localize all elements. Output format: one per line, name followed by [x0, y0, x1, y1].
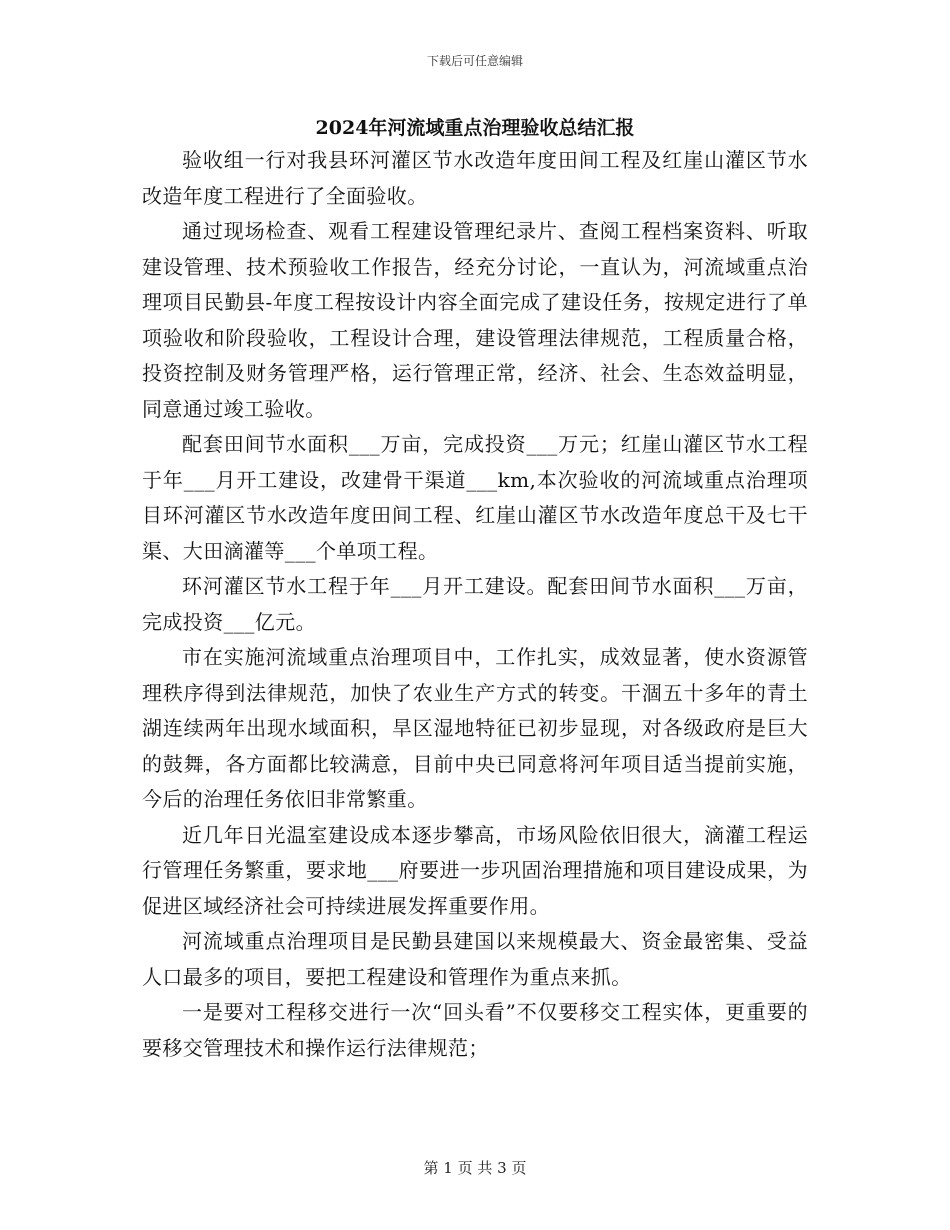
paragraph-7: 河流域重点治理项目是民勤县建国以来规模最大、资金最密集、受益人口最多的项目，要把工程建设和管理作为重点来抓。	[142, 929, 808, 989]
paragraph-8: 一是要对工程移交进行一次“回头看”不仅要移交工程实体，更重要的要移交管理技术和操作运行法律规范；	[142, 1000, 808, 1060]
paragraph-6: 近几年日光温室建设成本逐步攀高，市场风险依旧很大，滴灌工程运行管理任务繁重，要求地___府要进一步巩固治理措施和项目建设成果，为促进区域经济社会可持续进展发挥重要作用。	[142, 822, 808, 918]
document-body	[142, 113, 808, 1066]
paragraph-4: 环河灌区节水工程于年___月开工建设。配套田间节水面积___万亩，完成投资___亿元。	[142, 574, 808, 634]
page-header-note: 下载后可任意编辑	[426, 54, 523, 68]
paragraph-3: 配套田间节水面积___万亩，完成投资___万元；红崖山灌区节水工程于年___月开工建设，改建骨干渠道___km,本次验收的河流域重点治理项目环河灌区节水改造年度田间工程、红崖山灌区节水改造年度总干及七干渠、大田滴灌等___个单项工程。	[142, 432, 808, 563]
page-number: 第 1 页 共 3 页	[423, 1159, 527, 1177]
paragraph-5: 市在实施河流域重点治理项目中，工作扎实，成效显著，使水资源管理秩序得到法律规范，加快了农业生产方式的转变。干涸五十多年的青土湖连续两年出现水域面积，旱区湿地特征已初步显现，对各级政府是巨大的鼓舞，各方面都比较满意，目前中央已同意将河年项目适当提前实施，今后的治理任务依旧非常繁重。	[142, 645, 808, 811]
document-title: 2024年河流域重点治理验收总结汇报	[315, 117, 635, 139]
paragraph-1: 验收组一行对我县环河灌区节水改造年度田间工程及红崖山灌区节水改造年度工程进行了全面验收。	[142, 148, 808, 208]
paragraph-2: 通过现场检查、观看工程建设管理纪录片、查阅工程档案资料、听取建设管理、技术预验收工作报告，经充分讨论，一直认为，河流域重点治理项目民勤县-年度工程按设计内容全面完成了建设任务，按规定进行了单项验收和阶段验收，工程设计合理，建设管理法律规范，工程质量合格，投资控制及财务管理严格，运行管理正常，经济、社会、生态效益明显，同意通过竣工验收。	[142, 219, 808, 421]
